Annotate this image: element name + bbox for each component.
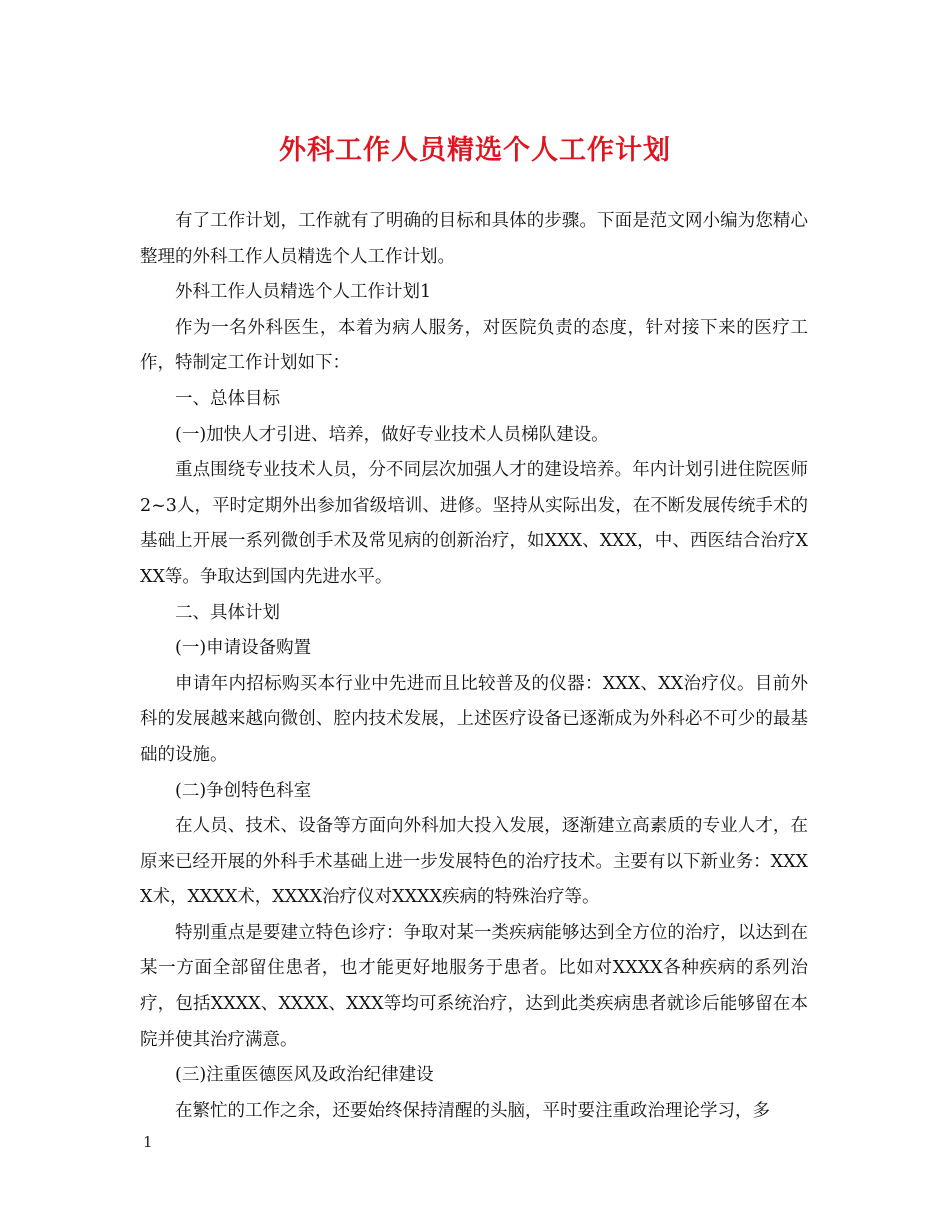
paragraph-featured-dept: 在人员、技术、设备等方面向外科加大投入发展，逐渐建立高素质的专业人才，在原来已经开展的外科手术基础上进一步发展特色的治疗技术。主要有以下新业务：XXXX术，XXXX术，XXXX治疗仪对XXXX疾病的特殊治疗等。 <box>140 816 808 908</box>
subsection-heading-featured-dept: (二)争创特色科室 <box>175 780 312 801</box>
paragraph-preface: 作为一名外科医生，本着为病人服务，对医院负责的态度，针对接下来的医疗工作，特制定工作计划如下： <box>140 317 808 374</box>
paragraph-featured-diagnosis: 特别重点是要建立特色诊疗：争取对某一类疾病能够达到全方位的治疗，以达到在某一方面全部留住患者，也才能更好地服务于患者。比如对XXXX各种疾病的系列治疗，包括XXXX、XXXX、XXX等均可系统治疗，达到此类疾病患者就诊后能够留在本院并使其治疗满意。 <box>140 922 808 1050</box>
paragraph-intro: 有了工作计划，工作就有了明确的目标和具体的步骤。下面是范文网小编为您精心整理的外科工作人员精选个人工作计划。 <box>140 211 808 267</box>
paragraph-ethics: 在繁忙的工作之余，还要始终保持清醒的头脑，平时要注重政治理论学习，多 <box>175 1100 770 1121</box>
section-heading-overall-goal: 一、总体目标 <box>175 388 280 409</box>
paragraph-talent: 重点围绕专业技术人员，分不同层次加强人才的建设培养。年内计划引进住院医师2~3人，平时定期外出参加省级培训、进修。坚持从实际出发，在不断发展传统手术的基础上开展一系列微创手术及常见病的创新治疗，如XXX、XXX，中、西医结合治疗XXX等。争取达到国内先进水平。 <box>140 460 808 587</box>
document-body <box>140 204 808 1129</box>
paragraph-equipment: 申请年内招标购买本行业中先进而且比较普及的仪器：XXX、XX治疗仪。目前外科的发展越来越向微创、腔内技术发展，上述医疗设备已逐渐成为外科必不可少的最基础的设施。 <box>140 673 808 765</box>
subsection-heading-ethics: (三)注重医德医风及政治纪律建设 <box>175 1065 434 1086</box>
section-heading-specific-plan: 二、具体计划 <box>175 602 280 623</box>
subsection-heading-talent: (一)加快人才引进、培养，做好专业技术人员梯队建设。 <box>175 424 609 445</box>
page-number: 1 <box>143 1133 153 1151</box>
paragraph-plan-heading: 外科工作人员精选个人工作计划1 <box>175 282 432 303</box>
subsection-heading-equipment: (一)申请设备购置 <box>175 638 312 659</box>
document-title: 外科工作人员精选个人工作计划 <box>279 135 671 166</box>
